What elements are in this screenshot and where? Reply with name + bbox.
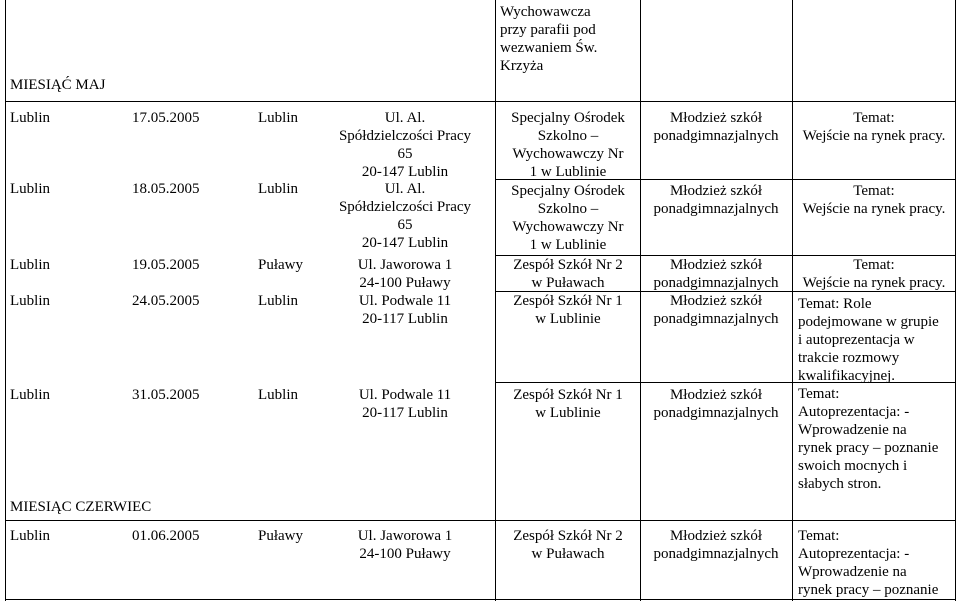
- address-cell: Ul. Al. Spółdzielczości Pracy 65 20-147 Lublin: [338, 110, 472, 180]
- date-cell: 24.05.2005: [132, 293, 200, 309]
- month-may-label: MIESIĄĆ MAJ: [10, 77, 106, 93]
- institution-cell: Zespół Szkół Nr 1 w Lublinie: [513, 387, 623, 421]
- audience-cell: Młodzież szkół ponadgimnazjalnych: [653, 528, 779, 562]
- place-cell: Lublin: [258, 110, 298, 126]
- date-cell: 18.05.2005: [132, 181, 200, 197]
- city-cell: Lublin: [10, 257, 50, 273]
- place-cell: Puławy: [258, 257, 303, 273]
- topic-cell: Temat: Role podejmowane w grupie i autoprezentacja w trakcie rozmowy kwalifikacyjnej.: [798, 296, 939, 384]
- city-cell: Lublin: [10, 181, 50, 197]
- audience-cell: Młodzież szkół ponadgimnazjalnych: [653, 183, 779, 217]
- institution-cell: Specjalny Ośrodek Szkolno – Wychowawczy Nr 1 w Lublinie: [511, 110, 625, 180]
- grid-line: [792, 0, 793, 601]
- audience-cell: Młodzież szkół ponadgimnazjalnych: [653, 293, 779, 327]
- city-cell: Lublin: [10, 110, 50, 126]
- grid-line: [5, 599, 956, 600]
- city-cell: Lublin: [10, 387, 50, 403]
- topic-cell: Temat: Autoprezentacja: - Wprowadzenie na rynek pracy – poznanie swoich mocnych i słabych stron.: [798, 386, 939, 492]
- grid-line: [640, 0, 641, 601]
- month-june-label: MIESIĄC CZERWIEC: [10, 499, 152, 515]
- address-cell: Ul. Podwale 11 20-117 Lublin: [358, 387, 452, 421]
- grid-line: [5, 0, 6, 601]
- audience-cell: Młodzież szkół ponadgimnazjalnych: [653, 257, 779, 291]
- institution-cell: Zespół Szkół Nr 2 w Puławach: [513, 528, 623, 562]
- date-cell: 01.06.2005: [132, 528, 200, 544]
- address-cell: Ul. Podwale 11 20-117 Lublin: [358, 293, 452, 327]
- topic-cell: Temat: Wejście na rynek pracy.: [802, 183, 946, 217]
- date-cell: 19.05.2005: [132, 257, 200, 273]
- address-cell: Ul. Al. Spółdzielczości Pracy 65 20-147 Lublin: [338, 181, 472, 251]
- date-cell: 31.05.2005: [132, 387, 200, 403]
- institution-cell: Zespół Szkół Nr 2 w Puławach: [513, 257, 623, 291]
- place-cell: Lublin: [258, 293, 298, 309]
- grid-line: [5, 520, 956, 521]
- place-cell: Puławy: [258, 528, 303, 544]
- date-cell: 17.05.2005: [132, 110, 200, 126]
- place-cell: Lublin: [258, 181, 298, 197]
- institution-cell: Specjalny Ośrodek Szkolno – Wychowawczy Nr 1 w Lublinie: [511, 183, 625, 253]
- prev-location-text: Wychowawcza przy parafii pod wezwaniem Św. Krzyża: [500, 4, 598, 74]
- institution-cell: Zespół Szkół Nr 1 w Lublinie: [513, 293, 623, 327]
- address-cell: Ul. Jaworowa 1 24-100 Puławy: [357, 528, 453, 562]
- audience-cell: Młodzież szkół ponadgimnazjalnych: [653, 387, 779, 421]
- topic-cell: Temat: Autoprezentacja: - Wprowadzenie na rynek pracy – poznanie: [798, 528, 939, 598]
- city-cell: Lublin: [10, 293, 50, 309]
- audience-cell: Młodzież szkół ponadgimnazjalnych: [653, 110, 779, 144]
- grid-line: [495, 0, 496, 601]
- grid-line: [5, 101, 956, 102]
- city-cell: Lublin: [10, 528, 50, 544]
- topic-cell: Temat: Wejście na rynek pracy.: [802, 257, 946, 291]
- place-cell: Lublin: [258, 387, 298, 403]
- address-cell: Ul. Jaworowa 1 24-100 Puławy: [357, 257, 453, 291]
- topic-cell: Temat: Wejście na rynek pracy.: [802, 110, 946, 144]
